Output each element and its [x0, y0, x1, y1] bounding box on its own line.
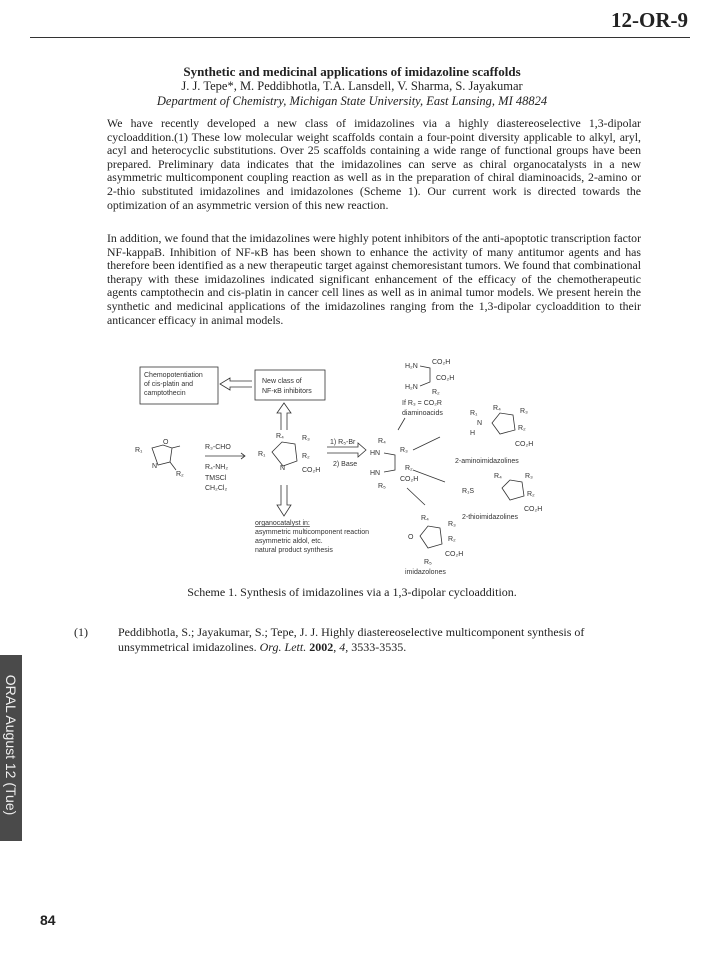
thioimidazoline-structure: [462, 473, 542, 521]
svg-text:H₂N: H₂N: [405, 363, 418, 370]
side-tab-label: ORAL August 12 (Tue): [3, 674, 19, 816]
svg-text:R₅: R₅: [424, 559, 432, 566]
paragraph-1: We have recently developed a new class of imidazolines via a highly diastereoselective 1,3-dipolar cycloaddition.(1) These low molecular weight scaffolds contain a four-point diversity applicable to alkyl, aryl, acyl and heterocyclic substitutions. Over 25 scaffolds containing a wide range of functional groups have been prepared. Preliminary data indicates that the imidazolines can serve as chiral organocatalysts in a new asymmetric multicomponent coupling reaction as well as in the preparation of chiral diaminoacids, 2-amino or 2-thio substituted imidazolines and imidazolones (Scheme 1). Our current work is directed towards the optimization of an asymmetric version of this new reaction.: [107, 116, 641, 212]
reagent-tmscl: TMSCl: [205, 475, 227, 482]
box1-line: camptothecin: [144, 390, 186, 397]
svg-text:R₂: R₂: [518, 425, 526, 432]
product-arrows: [398, 418, 445, 505]
svg-text:If R₃ = CO₂R: If R₃ = CO₂R: [402, 400, 442, 407]
svg-text:O: O: [408, 534, 414, 541]
diaminoacid-structure: [402, 359, 454, 417]
box1-line: Chemopotentiation: [144, 372, 203, 379]
svg-text:R₂: R₂: [527, 491, 535, 498]
svg-text:R₃: R₃: [520, 408, 528, 415]
oxazolone-structure: [135, 439, 184, 478]
svg-text:R₃: R₃: [400, 447, 408, 454]
svg-text:HN: HN: [370, 450, 381, 457]
box2-line: New class of: [262, 378, 302, 385]
svg-text:R₄: R₄: [494, 473, 502, 480]
reference-volume: 4: [339, 640, 346, 654]
svg-text:N: N: [280, 465, 286, 472]
step-1: 1) R₅-Br: [330, 439, 356, 446]
nfkb-box: [255, 370, 325, 400]
paper-title: Synthetic and medicinal applications of imidazoline scaffolds: [183, 64, 521, 79]
svg-text:CO₂H: CO₂H: [445, 551, 464, 558]
svg-text:R₂: R₂: [176, 471, 184, 478]
box1-line: of cis-platin and: [144, 381, 194, 388]
svg-text:R₂: R₂: [432, 389, 440, 396]
imidazoline-structure: [258, 433, 320, 474]
organocatalyst-item: asymmetric aldol, etc.: [255, 538, 323, 545]
svg-text:H₂N: H₂N: [405, 384, 418, 391]
reagent-aldehyde: R₃-CHO: [205, 444, 231, 451]
paragraph-2: In addition, we found that the imidazolines were highly potent inhibitors of the anti-apoptotic transcription factor NF-kappaB. Inhibition of NF-κB has been shown to enhance the activity of many antitumor agents and has therefore been identified as a new therapeutic target against chemoresistant tumors. We found that combinational therapy with these imidazolines indicated significant enhancement of the efficacy of the chemotherapeutic agents camptothecin and cis-platin in cancer cell lines as well as in animal tumor models. We present herein the synthetic and medicinal applications of the imidazolines ranging from the 1,3-dipolar cycloaddition to their anticancer efficacy in animal models.: [107, 231, 641, 327]
svg-text:R₁S: R₁S: [462, 488, 475, 495]
page-number: 84: [40, 912, 56, 928]
svg-text:R₁: R₁: [258, 451, 266, 458]
reference-entry: Peddibhotla, S.; Jayakumar, S.; Tepe, J. J. Highly diastereoselective multicomponent synthesis of unsymmetrical imidazolines. Org. Lett. 2002, 4, 3533-3535.: [118, 625, 585, 654]
svg-text:R₂: R₂: [448, 536, 456, 543]
organocatalyst-item: natural product synthesis: [255, 547, 333, 554]
affiliation: Department of Chemistry, Michigan State University, East Lansing, MI 48824: [156, 94, 548, 108]
reference-journal: Org. Lett.: [259, 640, 307, 654]
abstract-code: 12-OR-9: [611, 8, 688, 32]
svg-text:R₄: R₄: [421, 515, 429, 522]
svg-text:R₂: R₂: [302, 453, 310, 460]
hollow-arrow-left: [220, 378, 252, 390]
hollow-arrow-up: [277, 403, 291, 430]
svg-text:R₄: R₄: [493, 405, 501, 412]
svg-text:CO₂H: CO₂H: [302, 467, 321, 474]
step-2: 2) Base: [333, 461, 358, 468]
reference-pages: , 3533-3535.: [345, 640, 407, 654]
reference-number: (1): [74, 625, 88, 639]
svg-text:R₃: R₃: [525, 473, 533, 480]
svg-text:CO₂H: CO₂H: [432, 359, 451, 366]
svg-text:R₁: R₁: [135, 447, 143, 454]
label-2-aminoimidazolines: 2-aminoimidazolines: [455, 458, 519, 465]
author-list: J. J. Tepe*, M. Peddibhotla, T.A. Lansdell, V. Sharma, S. Jayakumar: [181, 79, 523, 93]
diamine-structure: [370, 438, 418, 490]
svg-text:N: N: [152, 463, 158, 470]
aminoimidazoline-structure: [455, 405, 533, 465]
reaction-arrow: [205, 453, 245, 459]
label-2-thioimidazolines: 2-thioimidazolines: [462, 514, 519, 521]
svg-text:R₂: R₂: [405, 465, 413, 472]
label-diaminoacids: diaminoacids: [402, 410, 443, 417]
box2-line: NF-κB inhibitors: [262, 388, 312, 395]
organocatalyst-heading: organocatalyst in:: [255, 520, 310, 527]
svg-text:N: N: [477, 420, 483, 427]
svg-text:CO₂H: CO₂H: [400, 476, 419, 483]
imidazolone-structure: [405, 515, 463, 576]
reference-authors: Peddibhotla, S.; Jayakumar, S.; Tepe, J. J. Highly diastereoselective multicomponent synthesis of unsymmetrical imidazolines.: [118, 625, 585, 654]
organocatalyst-item: asymmetric multicomponent reaction: [255, 529, 369, 536]
session-side-tab: [0, 655, 22, 841]
svg-text:R₁: R₁: [470, 410, 478, 417]
label-imidazolones: imidazolones: [405, 569, 446, 576]
reagent-solvent: CH₂Cl₂: [205, 485, 228, 492]
svg-text:R₄: R₄: [378, 438, 386, 445]
svg-text:R₄: R₄: [276, 433, 284, 440]
reagent-amine: R₄-NH₂: [205, 464, 229, 471]
hollow-arrow-down: [277, 485, 291, 516]
svg-text:H: H: [470, 430, 476, 437]
scheme-caption: Scheme 1. Synthesis of imidazolines via a 1,3-dipolar cycloaddition.: [187, 585, 517, 599]
svg-text:R₅: R₅: [378, 483, 386, 490]
reference-year: 2002: [309, 640, 334, 654]
svg-text:R₃: R₃: [302, 435, 310, 442]
svg-text:HN: HN: [370, 470, 381, 477]
svg-text:R₃: R₃: [448, 521, 456, 528]
svg-text:CO₂H: CO₂H: [524, 506, 543, 513]
svg-text:CO₂H: CO₂H: [436, 375, 455, 382]
svg-text:O: O: [163, 439, 169, 446]
svg-text:CO₂H: CO₂H: [515, 441, 534, 448]
